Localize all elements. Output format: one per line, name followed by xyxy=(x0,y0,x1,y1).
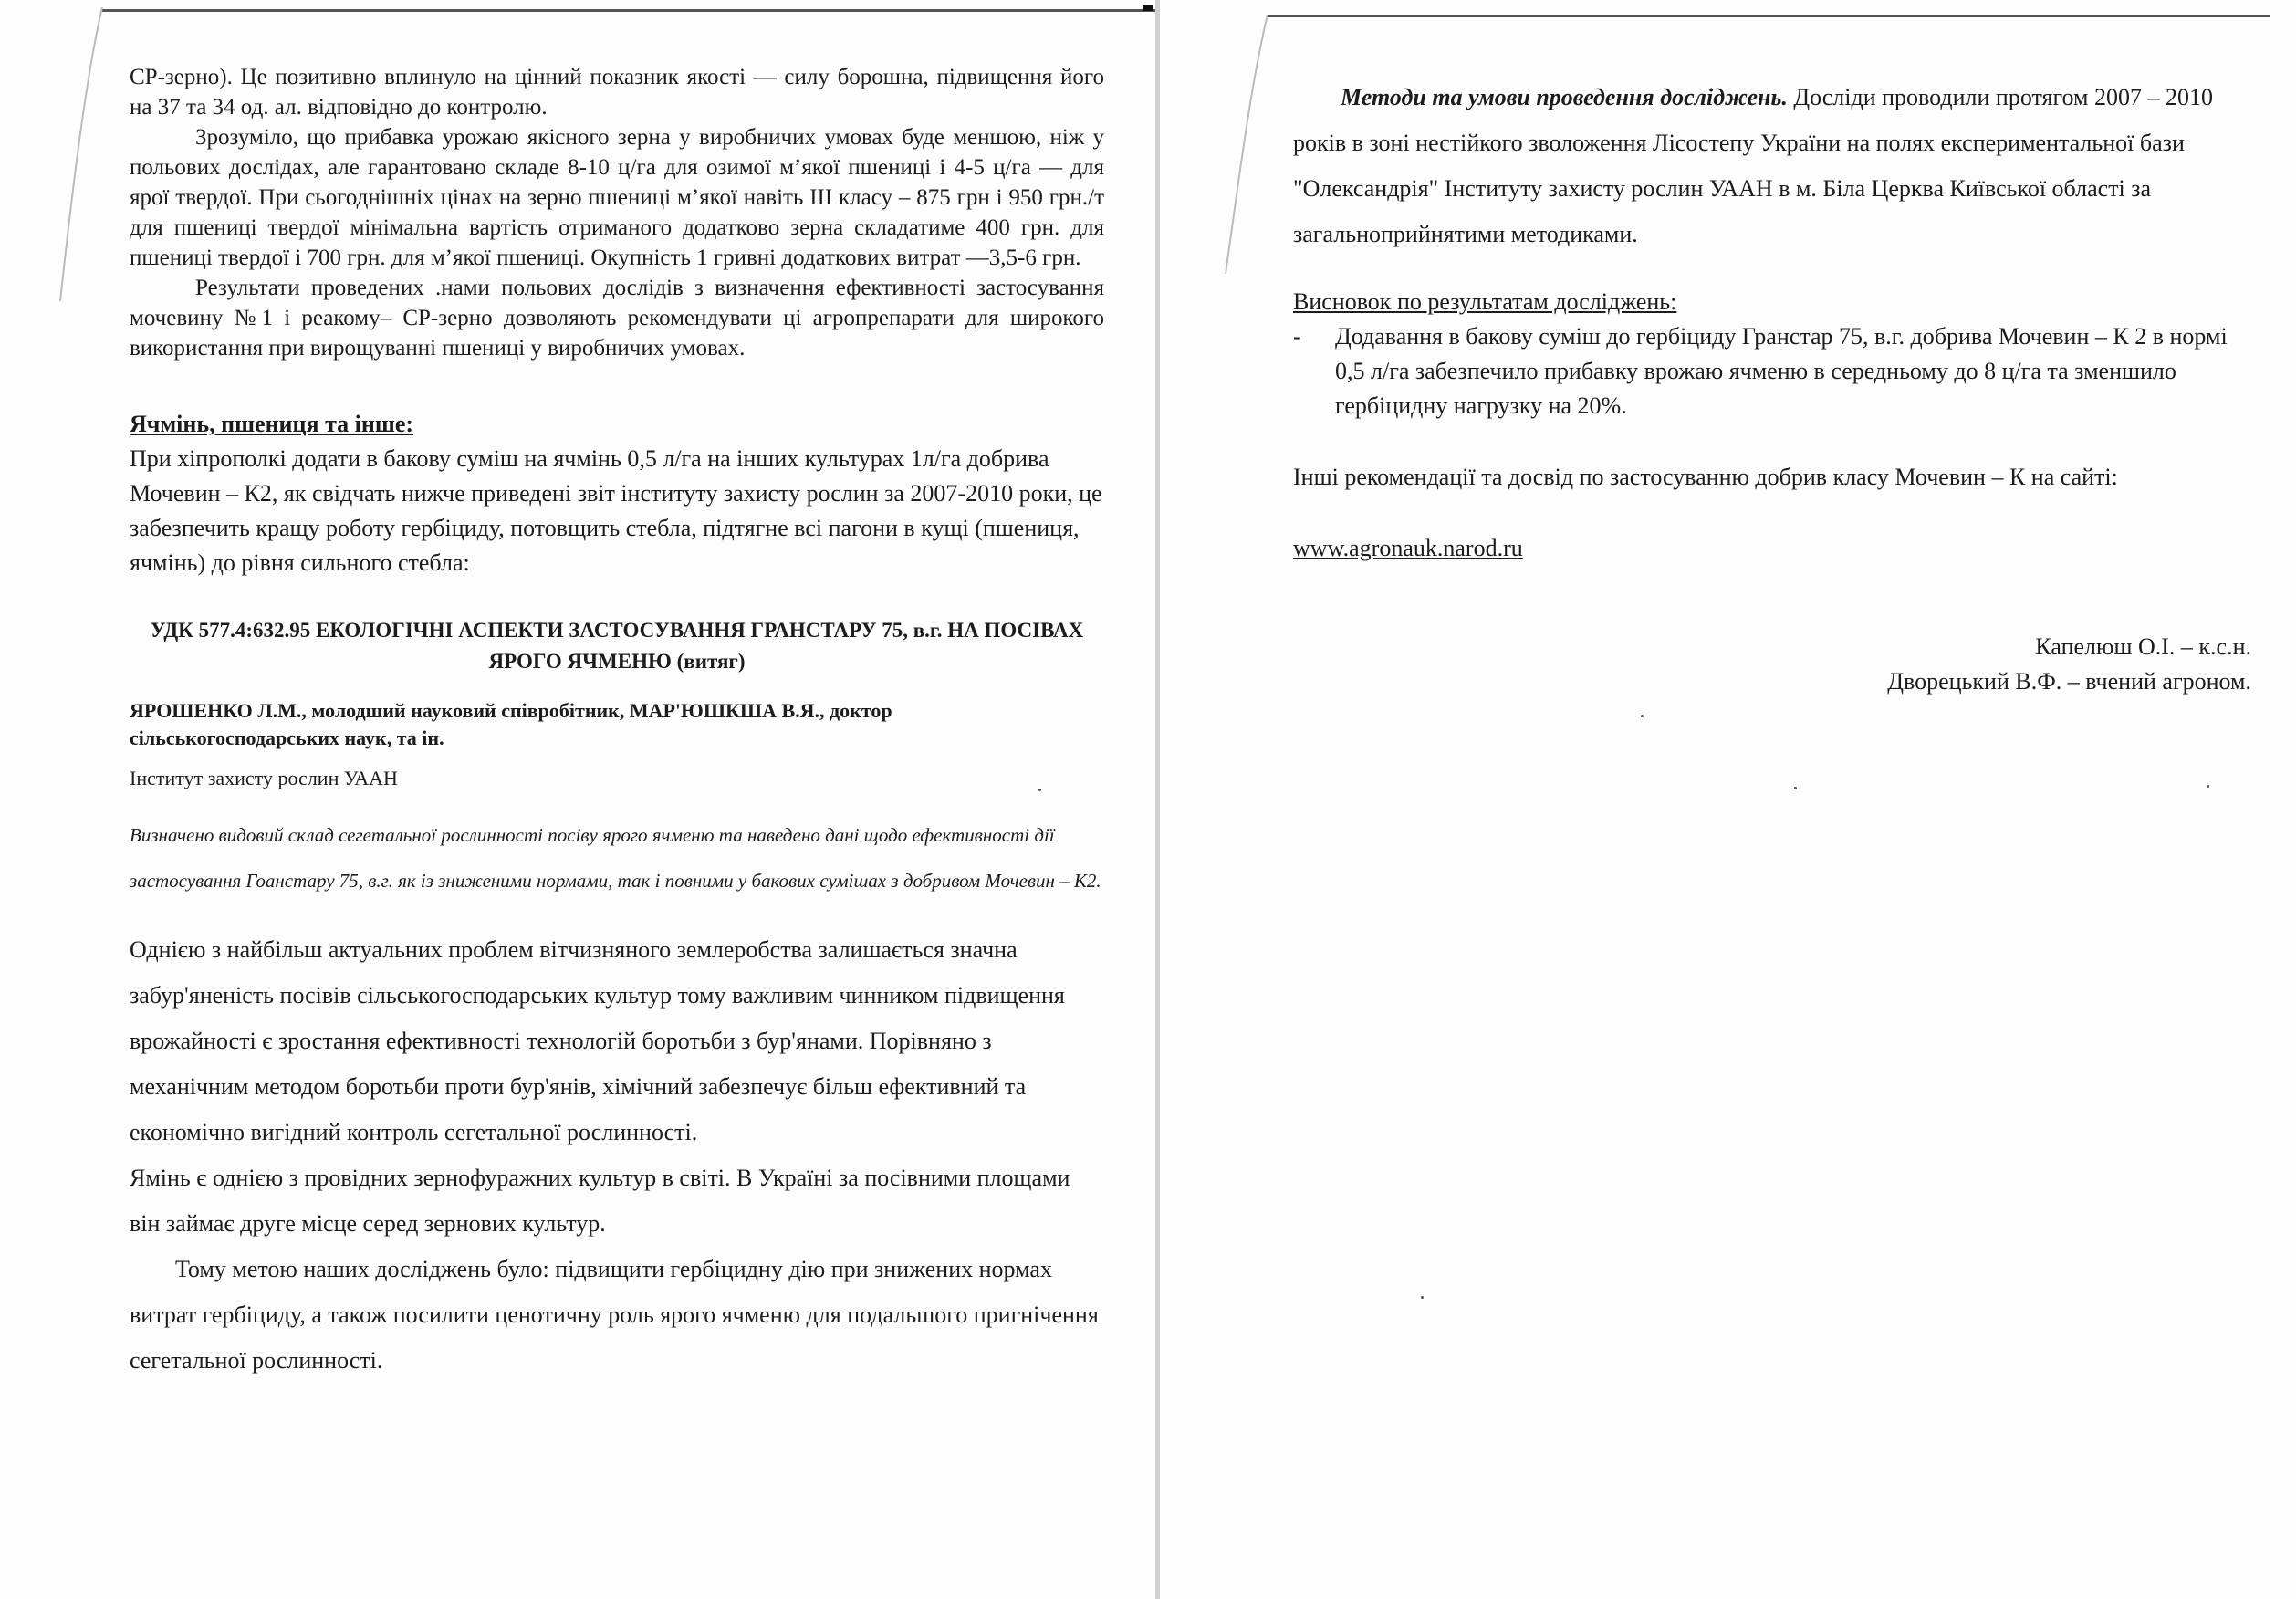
top-rule xyxy=(1268,15,2270,17)
abstract: Визначено видовий склад сегетальної рослинності посіву ярого ячменю та наведено дані щодо ефективності дії застосування Гоанстару 75, в.г. як із зниженими нормами, так і повними у бакових сумішах з добривом Мочевин – К2. xyxy=(130,824,1101,892)
udk-title: УДК 577.4:632.95 ЕКОЛОГІЧНІ АСПЕКТИ ЗАСТОСУВАННЯ ГРАНСТАРУ 75, в.г. НА ПОСІВАХ ЯРОГО ЯЧМЕНЮ (витяг) xyxy=(150,619,1084,673)
conclusion-item xyxy=(1293,319,2251,423)
scan-dot xyxy=(2207,785,2209,788)
bullet-mark: - xyxy=(1293,323,1301,350)
paragraph-continuation: СР-зерно). Це позитивно вплинуло на цінний показник якості — силу борошна, підвищення його на 37 та 34 од. ал. відповідно до контролю. xyxy=(130,65,1104,120)
paragraph-results: Результати проведених .нами польових дослідів з визначення ефективності застосування мочевину №1 і реакому– СР-зерно дозволяють рекомендувати ці агропрепарати для широкого використання при вирощуванні пшениці у виробничих умовах. xyxy=(130,276,1104,361)
section-text: При хіпрополкі додати в бакову суміш на ячмінь 0,5 л/га на інших культурах 1л/га добрива Мочевин – К2, як свідчать нижче приведені звіт інституту захисту рослин за 2007-2010 роки, це забезпечить кращу роботу гербіциду, потовщить стебла, підтягне всі пагони в кущі (пшениця, ячмінь) до рівня сильного стебла: xyxy=(130,445,1102,576)
page-curl-line xyxy=(1160,0,1288,456)
right-page-content xyxy=(1293,75,2251,699)
conclusion-heading: Висновок по результатам досліджень: xyxy=(1293,288,1677,315)
methods-text: Досліди проводили протягом 2007 – 2010 років в зоні нестійкого зволоження Лісостепу України на полях експериментальної бази "Олександрія" Інституту захисту рослин УААН в м. Біла Церква Київської області за загальноприйнятими методиками. xyxy=(1293,84,2213,247)
methods-paragraph xyxy=(1293,75,2251,257)
website-link[interactable]: www.agronauk.narod.ru xyxy=(1293,535,1523,561)
scan-mark xyxy=(1143,5,1153,11)
signature-2: Дворецький В.Ф. – вчений агроном. xyxy=(1887,668,2251,695)
top-rule xyxy=(102,9,1157,12)
paragraph-yield: Зрозуміло, що прибавка урожаю якісного зерна у виробничих умовах буде меншою, ніж у польових дослідах, але гарантовано складе 8-10 ц/га для озимої м’якої пшениці і 4-5 ц/га — для ярої твердої. При сьогоднішніх цінах на зерно пшениці м’якої навіть III класу – 875 грн і 950 грн./т для пшениці твердої мінімальна вартість отриманого додатково зерна складатиме 400 грн. для пшениці твердої і 700 грн. для м’якої пшениці. Окупність 1 гривні додаткових витрат —3,5-6 грн. xyxy=(130,125,1104,270)
page-curl-line xyxy=(0,0,119,456)
right-page xyxy=(1160,0,2296,1599)
methods-heading: Методи та умови проведення досліджень. xyxy=(1341,84,1788,110)
scan-dot xyxy=(1794,787,1797,789)
other-recommendations: Інші рекомендації та досвід по застосуванню добрив класу Мочевин – К на сайті: xyxy=(1293,464,2118,490)
section-heading: Ячмінь, пшениця та інше: xyxy=(130,411,414,437)
scan-dot xyxy=(1421,1296,1424,1299)
left-page-content xyxy=(130,62,1104,1384)
signature-1: Капелюш О.І. – к.с.н. xyxy=(2035,633,2251,660)
body-paragraph-3: Тому метою наших досліджень було: підвищити гербіцидну дію при знижених нормах витрат гербіциду, а також посилити ценотичну роль ярого ячменю для подальшого пригнічення сегетальної рослинності. xyxy=(130,1256,1099,1374)
authors: ЯРОШЕНКО Л.М., молодший науковий співробітник, МАР'ЮШКША В.Я., доктор сільськогосподарських наук, та ін. xyxy=(130,699,892,749)
conclusion-text: Додавання в бакову суміш до гербіциду Гранстар 75, в.г. добрива Мочевин – К 2 в нормі 0,5 л/га забезпечило прибавку врожаю ячменю в середньому до 8 ц/га та зменшило гербіцидну нагрузку на 20%. xyxy=(1335,323,2228,419)
scan-dot xyxy=(1038,789,1041,791)
scan-dot xyxy=(1641,715,1644,717)
body-paragraph-1: Однією з найбільш актуальних проблем вітчизняного землеробства залишається значна забур'яненість посівів сільськогосподарських культур тому важливим чинником підвищення врожайності є зростання ефективності технологій боротьби з бур'янами. Порівняно з механічним методом боротьби проти бур'янів, хімічний забезпечує більш ефективний та економічно вигідний контроль сегетальної рослинності. xyxy=(130,936,1065,1145)
body-paragraph-2: Ямінь є однією з провідних зернофуражних культур в світі. В Україні за посівними площами він займає друге місце серед зернових культур. xyxy=(130,1165,1070,1237)
institute: Інститут захисту рослин УААН xyxy=(130,767,398,789)
